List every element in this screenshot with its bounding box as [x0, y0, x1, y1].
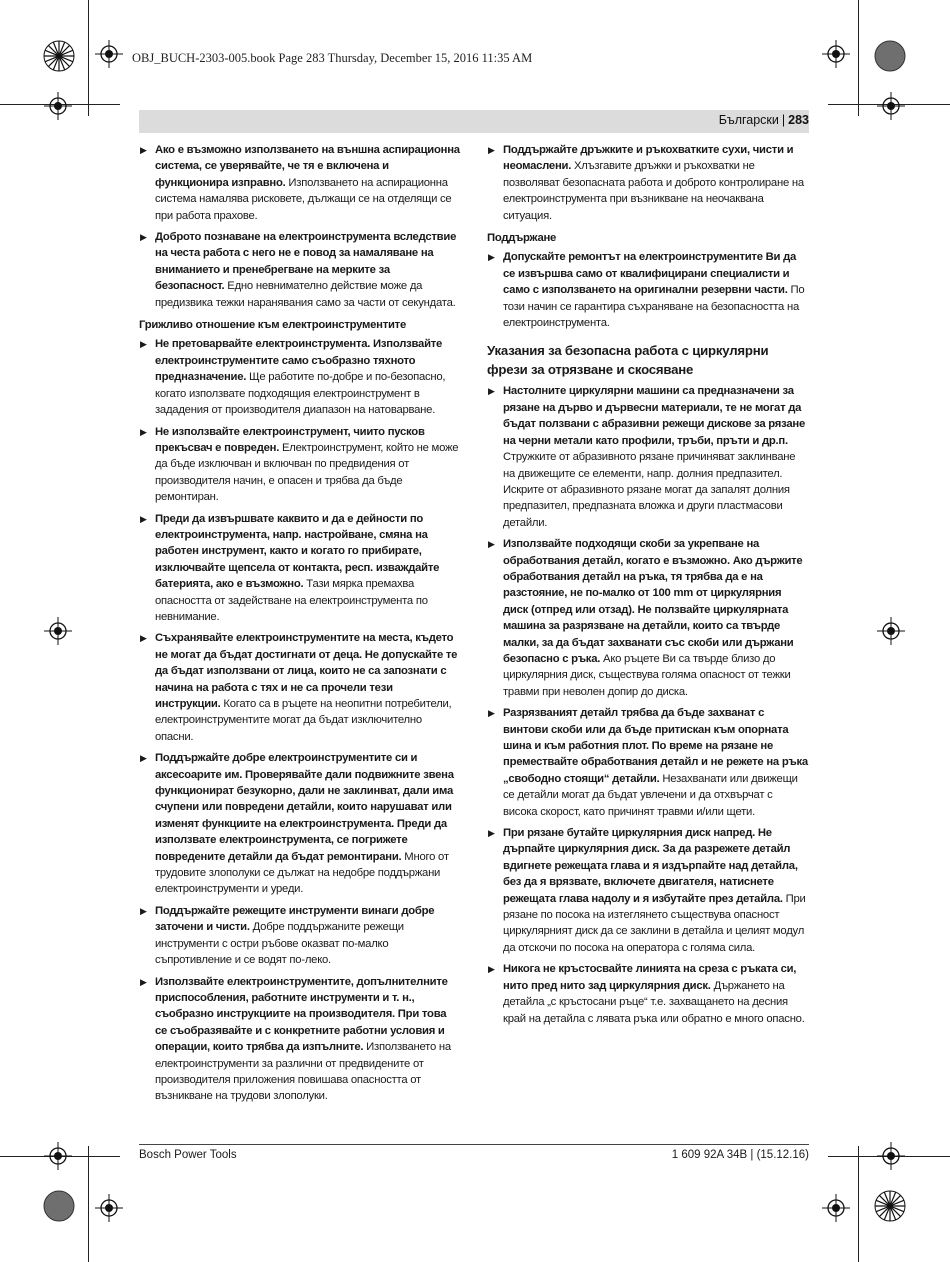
- item-bold-text: Използвайте подходящи скоби за укрепване на обработвания детайл, когато е възможно. Ако държите обработвания детайл на ръка, тя трябва да е на разстояние, не по-малко от 100 mm от циркулярния диск (отпред или отзад). Не ползвайте циркулярната машина за разрязване на детайли, които са твърде малки, за да бъдат захванати със скоби или държани безопасно с ръка.: [503, 538, 803, 665]
- item-text: Незахванати или движещи се детайли могат да бъдат увлечени и да отхвърчат с висока скорост, като причинят травми и/или щети.: [503, 772, 798, 818]
- footer-rule: [139, 1144, 809, 1145]
- item-text: При рязане по посока на изтеглянето съществува опасност циркулярният диск да се заклини в детайла и целият модул да отскочи по посока на оператора с голяма сила.: [503, 892, 806, 954]
- item-bold-text: Поддържайте режещите инструменти винаги добре заточени и чисти.: [155, 904, 435, 934]
- item-text: Когато са в ръцете на неопитни потребители, електроинструментите могат да бъдат изключително опасни.: [155, 698, 452, 743]
- header-language: Български: [718, 113, 779, 127]
- list-item: [139, 229, 461, 311]
- color-wheel-icon: [874, 1190, 906, 1222]
- item-text: Използването на електроинструменти за различни от предвидените от производителя приложения повишава опасността от възникване на трудови злополуки.: [155, 1041, 451, 1103]
- item-bold-text: Разрязваният детайл трябва да бъде захванат с винтови скоби или да бъде притискан към опорната шина и към работния плот. По време на рязане не премествайте обработвания детайл и не режете на ръка „свободно стоящи“ детайли.: [503, 707, 808, 785]
- item-bold-text: Настолните циркулярни машини са предназначени за рязане на дърво и дървесни материали, те не могат да бъдат ползвани с абразивни режещи дискове за рязане на черни метали като профили, тръби, пръти и др.п.: [503, 385, 805, 447]
- registration-target-icon: [822, 40, 850, 68]
- footer-brand: Bosch Power Tools: [139, 1149, 237, 1161]
- footer-doc-number: 1 609 92A 34B | (15.12.16): [671, 1149, 809, 1161]
- item-text: Едно невнимателно действие може да предизвика тежки наранявания само за части от секундата.: [155, 280, 456, 309]
- item-text: Ще работите по-добре и по-безопасно, когато използвате подходящия електроинструмент в зададения от производителя диапазон на натоварване.: [155, 371, 446, 417]
- item-bold-text: При рязане бутайте циркулярния диск напред. Не дърпайте циркулярния диск. За да разрежете детайл вдигнете режещата глава и я издърпайте над детайла, без да я врязвате, включете двигателя, натиснете режещата глава надолу и я избутайте през детайла.: [503, 827, 798, 905]
- list-item: [487, 383, 809, 531]
- list-item: [139, 424, 461, 506]
- bullet-triangle-icon: ▶: [140, 426, 147, 437]
- item-bold-text: Съхранявайте електроинструментите на места, където не могат да бъдат достигнати от деца. Не допускайте те да бъдат използвани от лица, които не са запознати с начина на работа с тях и не са прочели тези инструкции.: [155, 632, 458, 710]
- bullet-triangle-icon: ▶: [488, 964, 495, 975]
- bullet-triangle-icon: ▶: [488, 708, 495, 719]
- bullet-triangle-icon: ▶: [140, 905, 147, 916]
- bullet-triangle-icon: ▶: [488, 386, 495, 397]
- item-text: Хлъзгавите дръжки и ръкохватки не позволяват безопасната работа и доброто контролиране на електроинструмента при възникване на неочаквана ситуация.: [503, 160, 804, 222]
- list-item: [139, 142, 461, 224]
- item-bold-text: Преди да извършвате каквито и да е дейности по електроинструмента, напр. настройване, смяна на работен инструмент, както и когато го прибирате, изключвайте щепсела от контакта, респ. изваждайте батерията, ако е възможно.: [155, 512, 440, 591]
- registration-target-icon: [877, 617, 905, 645]
- crop-mark: [858, 1146, 859, 1262]
- list-item: [487, 142, 809, 224]
- item-bold-text: Използвайте електроинструментите, допълнителните приспособления, работните инструменти и т. н., съобразно инструкциите на производителя. При това се съобразявайте и с конкретните работни условия и операции, които трябва да изпълните.: [155, 975, 448, 1054]
- bullet-triangle-icon: ▶: [140, 753, 147, 764]
- item-text: Електроинструмент, който не може да бъде изключван и включван по предвидения от производителя начин, е опасен и трябва да бъде ремонтиран.: [155, 441, 459, 504]
- page-number: 283: [788, 113, 809, 127]
- header-band: [139, 110, 809, 133]
- item-text: Държането на детайла „с кръстосани ръце“ т.е. захващането на десния край на детайла с лявата ръка или обратно е много опасно.: [503, 979, 805, 1025]
- list-item: [487, 536, 809, 700]
- registration-target-icon: [44, 1142, 72, 1170]
- section-title: Указания за безопасна работа с циркулярни фрези за отрязване и скосяване: [487, 343, 769, 378]
- item-bold-text: Не използвайте електроинструмент, чиито пусков прекъсвач е повреден.: [155, 425, 425, 454]
- item-bold-text: Допускайте ремонтът на електроинструментите Ви да се извършва само от квалифицирани специалисти и само с използването на оригинални резервни части.: [503, 251, 797, 297]
- item-bold-text: Ако е възможно използването на външна аспирационна система, се уверявайте, че тя е включена и функционира изправно.: [155, 144, 460, 189]
- registration-target-icon: [95, 40, 123, 68]
- list-item: [139, 511, 461, 626]
- registration-target-icon: [822, 1194, 850, 1222]
- registration-target-icon: [877, 92, 905, 120]
- item-bold-text: Поддържайте добре електроинструментите си и аксесоарите им. Проверявайте дали подвижните звена функционират безукорно, дали не заклинват, дали има счупени или повредени детайли, които нарушават или изменят функциите на електроинструмента. Преди да използвате електроинструмента, се погрижете повредените детайли да бъдат ремонтирани.: [155, 752, 454, 863]
- bullet-triangle-icon: ▶: [140, 513, 147, 524]
- list-item: [139, 903, 461, 969]
- header-separator: |: [781, 113, 786, 127]
- subheading-service: Поддържане: [487, 232, 557, 245]
- item-text: Тази мярка премахва опасността от задействане на електроинструмента по невнимание.: [155, 578, 428, 623]
- bullet-triangle-icon: ▶: [488, 539, 495, 550]
- registration-target-icon: [44, 617, 72, 645]
- item-bold-text: Доброто познаване на електроинструмента вследствие на честа работа с него не е повод за намаляване на вниманието и пренебрегване на мерките за безопасност.: [155, 231, 457, 293]
- item-text: По този начин се гарантира съхраняване на безопасността на електроинструмента.: [503, 284, 805, 330]
- bullet-triangle-icon: ▶: [488, 145, 495, 155]
- bullet-triangle-icon: ▶: [140, 976, 147, 987]
- item-text: Много от трудовите злополуки се дължат на недобре поддържани електроинструменти и уреди.: [155, 850, 449, 896]
- list-item: [487, 825, 809, 956]
- item-bold-text: Поддържайте дръжките и ръкохватките сухи, чисти и неомаслени.: [503, 144, 794, 173]
- registration-target-icon: [95, 1194, 123, 1222]
- registration-target-icon: [877, 1142, 905, 1170]
- list-item: [487, 705, 809, 820]
- list-item: [487, 961, 809, 1027]
- item-bold-text: Никога не кръстосвайте линията на среза с ръката си, нито пред нито зад циркулярния диск.: [503, 963, 797, 992]
- item-text: Добре поддържаните режещи инструменти с остри ръбове оказват по-малко съпротивление и се водят по-леко.: [155, 921, 404, 967]
- item-text: Стружките от абразивното рязане причиняват заклинване на движещите се елементи, напр. долния предпазител. Искрите от абразивното рязане могат да запалят долния предпазител, предпазната вложка и други пластмасови детайли.: [503, 451, 796, 529]
- subheading-care: Грижливо отношение към електроинструментите: [139, 319, 406, 332]
- color-wheel-icon: [43, 40, 75, 72]
- left-column: [139, 142, 461, 1110]
- list-item: [139, 750, 461, 898]
- right-column: [487, 142, 809, 1032]
- gray-patch-icon: [43, 1190, 75, 1222]
- bullet-triangle-icon: ▶: [140, 633, 147, 644]
- crop-mark: [858, 0, 859, 116]
- list-item: [139, 974, 461, 1105]
- bullet-triangle-icon: ▶: [140, 145, 147, 155]
- running-header: [719, 113, 809, 127]
- item-text: Използването на аспирационна система намалява рисковете, дължащи се на отделящи се при работа прахове.: [155, 176, 452, 222]
- registration-target-icon: [44, 92, 72, 120]
- crop-mark: [88, 1146, 89, 1262]
- bullet-triangle-icon: ▶: [140, 232, 147, 243]
- item-bold-text: Не претоварвайте електроинструмента. Използвайте електроинструментите само съобразно тяхното предназначение.: [155, 338, 443, 384]
- list-item: [139, 630, 461, 745]
- gray-patch-icon: [874, 40, 906, 72]
- crop-mark: [88, 0, 89, 116]
- list-item: [487, 249, 809, 331]
- bullet-triangle-icon: ▶: [140, 339, 147, 350]
- file-info: OBJ_BUCH-2303-005.book Page 283 Thursday, December 15, 2016 11:35 AM: [132, 51, 533, 65]
- item-text: Ако ръцете Ви са твърде близо до циркулярния диск, съществува голяма опасност от тежки травми при неволен допир до диска.: [503, 652, 791, 698]
- list-item: [139, 336, 461, 418]
- bullet-triangle-icon: ▶: [488, 252, 495, 263]
- bullet-triangle-icon: ▶: [488, 828, 495, 839]
